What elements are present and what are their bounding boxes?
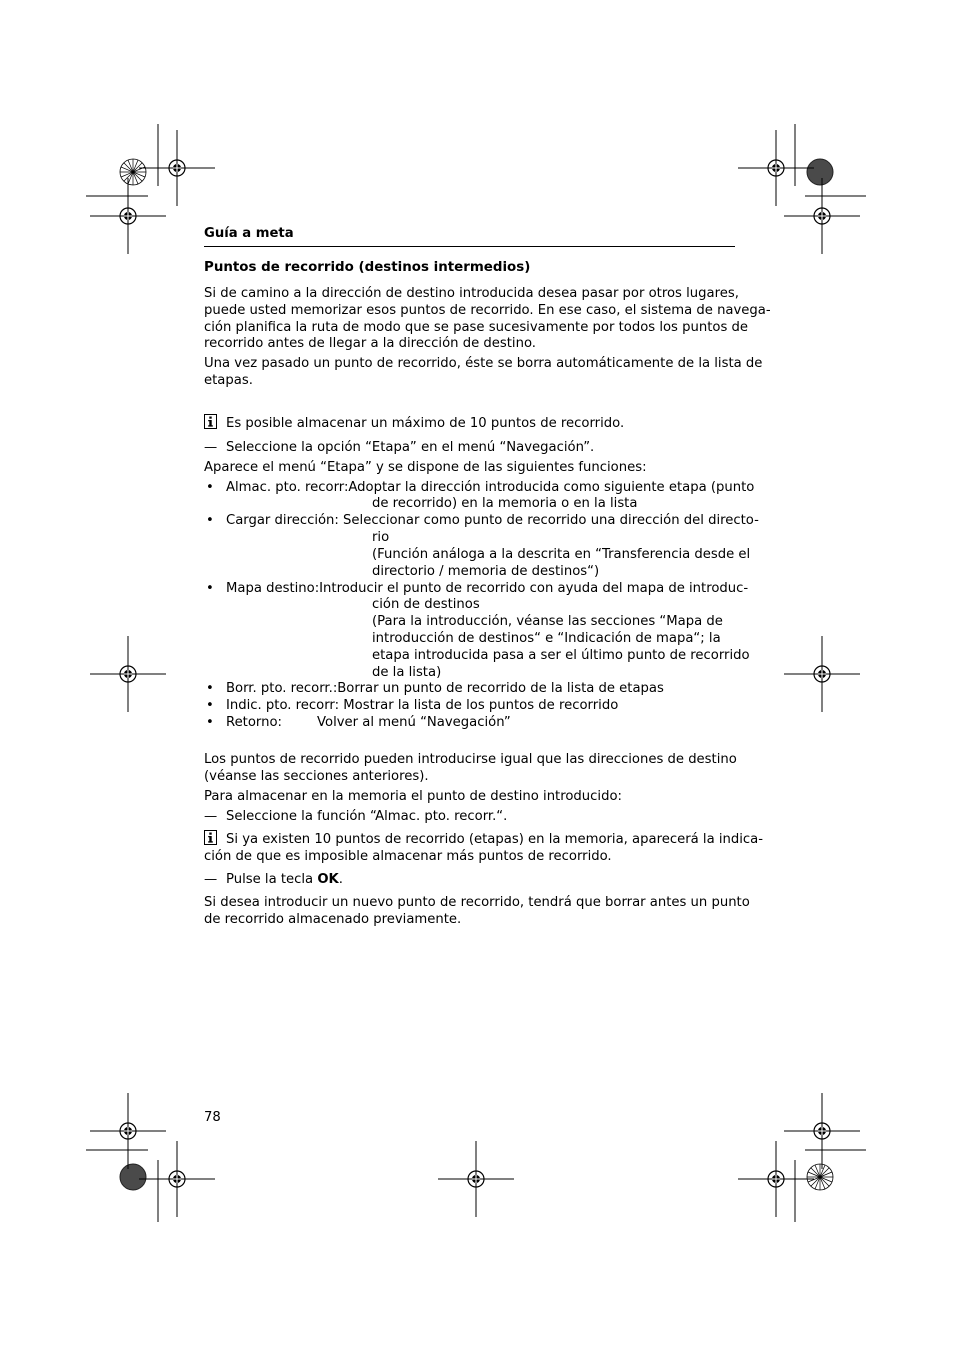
intro-line: ción planifica la ruta de modo que se pase sucesivamente por todos los puntos de: [204, 320, 748, 335]
step-text: Seleccione la opción “Etapa” en el menú “Navegación”.: [226, 440, 595, 455]
bullet-marker: •: [206, 715, 214, 730]
intro-line: puede usted memorizar esos puntos de recorrido. En ese caso, el sistema de navega-: [204, 303, 771, 318]
para3-line: Los puntos de recorrido pueden introducirse igual que las direcciones de destino: [204, 752, 737, 767]
bullet-marker: •: [206, 698, 214, 713]
bullet-marker: •: [206, 681, 214, 696]
para5-line: Si desea introducir un nuevo punto de recorrido, tendrá que borrar antes un punto: [204, 895, 750, 910]
step-text-end: .: [338, 872, 343, 887]
bullet-marker: •: [206, 513, 214, 528]
page-heading: Puntos de recorrido (destinos intermedios): [204, 260, 531, 275]
page-number: 78: [204, 1110, 221, 1125]
function-item: Borr. pto. recorr.:Borrar un punto de recorrido de la lista de etapas: [226, 681, 664, 696]
function-item-desc: Volver al menú “Navegación”: [317, 715, 511, 730]
function-item: Mapa destino:Introducir el punto de recorrido con ayuda del mapa de introduc-: [226, 581, 749, 596]
para2-line: etapas.: [204, 373, 253, 388]
para2-line: Una vez pasado un punto de recorrido, éste se borra automáticamente de la lista de: [204, 356, 763, 371]
para5-line: de recorrido almacenado previamente.: [204, 912, 462, 927]
function-item-cont: ción de destinos: [372, 597, 480, 612]
section-header: Guía a meta: [204, 226, 294, 241]
function-item: Retorno:: [226, 715, 282, 730]
key-ok: OK: [317, 872, 339, 887]
intro-line: Si de camino a la dirección de destino introducida desea pasar por otros lugares,: [204, 286, 739, 301]
function-item-cont: de la lista): [372, 665, 442, 680]
intro-line: recorrido antes de llegar a la dirección de destino.: [204, 336, 536, 351]
function-item: Indic. pto. recorr: Mostrar la lista de los puntos de recorrido: [226, 698, 619, 713]
note-text: Si ya existen 10 puntos de recorrido (etapas) en la memoria, aparecerá la indica-: [226, 832, 763, 847]
function-item: Cargar dirección: Seleccionar como punto de recorrido una dirección del directo-: [226, 513, 759, 528]
step-text: Seleccione la función “Almac. pto. recorr.“.: [226, 809, 508, 824]
function-item-cont: (Para la introducción, véanse las secciones “Mapa de: [372, 614, 723, 629]
para3-line: (véanse las secciones anteriores).: [204, 769, 429, 784]
function-item-cont: de recorrido) en la memoria o en la lista: [372, 496, 638, 511]
bullet-marker: •: [206, 480, 214, 495]
function-item-cont: (Función análoga a la descrita en “Transferencia desde el: [372, 547, 751, 562]
step-text-start: Pulse la tecla: [226, 872, 318, 887]
function-item-cont: introducción de destinos“ e “Indicación de mapa“; la: [372, 631, 721, 646]
note-text: ción de que es imposible almacenar más puntos de recorrido.: [204, 849, 612, 864]
function-item: Almac. pto. recorr:Adoptar la dirección introducida como siguiente etapa (punto: [226, 480, 755, 495]
menu-intro: Aparece el menú “Etapa” y se dispone de las siguientes funciones:: [204, 460, 647, 475]
function-item-cont: directorio / memoria de destinos“): [372, 564, 600, 579]
dash-marker: —: [204, 872, 218, 887]
function-item-cont: rio: [372, 530, 390, 545]
bullet-marker: •: [206, 581, 214, 596]
dash-marker: —: [204, 440, 218, 455]
para4: Para almacenar en la memoria el punto de destino introducido:: [204, 789, 622, 804]
note-text: Es posible almacenar un máximo de 10 puntos de recorrido.: [226, 416, 625, 431]
function-item-cont: etapa introducida pasa a ser el último punto de recorrido: [372, 648, 750, 663]
dash-marker: —: [204, 809, 218, 824]
